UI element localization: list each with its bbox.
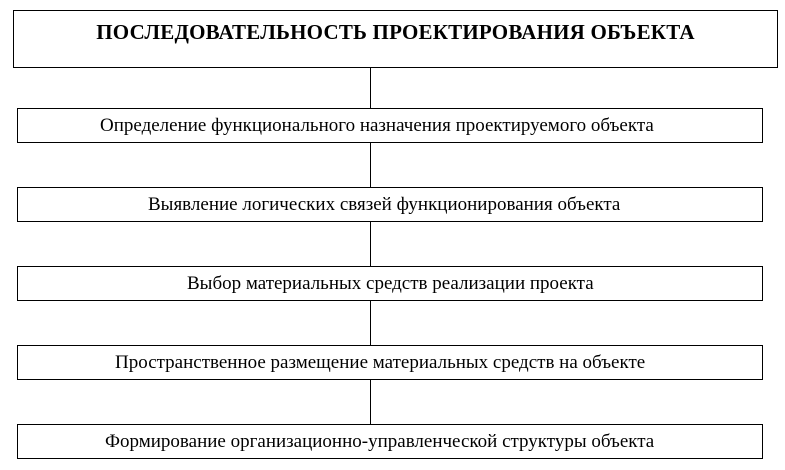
step-label-3: Выбор материальных средств реализации проекта (187, 272, 594, 294)
title-box (13, 10, 778, 68)
connector-line-3 (370, 222, 371, 266)
step-box-3 (17, 266, 763, 301)
step-label-4: Пространственное размещение материальных средств на объекте (115, 351, 646, 373)
step-label-2: Выявление логических связей функционирования объекта (148, 193, 621, 215)
step-box-2 (17, 187, 763, 222)
connector-line-4 (370, 301, 371, 345)
connector-line-2 (370, 143, 371, 187)
step-box-4 (17, 345, 763, 380)
diagram-title: ПОСЛЕДОВАТЕЛЬНОСТЬ ПРОЕКТИРОВАНИЯ ОБЪЕКТА (96, 19, 695, 44)
step-label-5: Формирование организационно-управленческой структуры объекта (105, 430, 655, 452)
step-box-5 (17, 424, 763, 459)
step-label-1: Определение функционального назначения проектируемого объекта (100, 114, 654, 136)
step-box-1 (17, 108, 763, 143)
connector-line-1 (370, 68, 371, 108)
connector-line-5 (370, 380, 371, 424)
